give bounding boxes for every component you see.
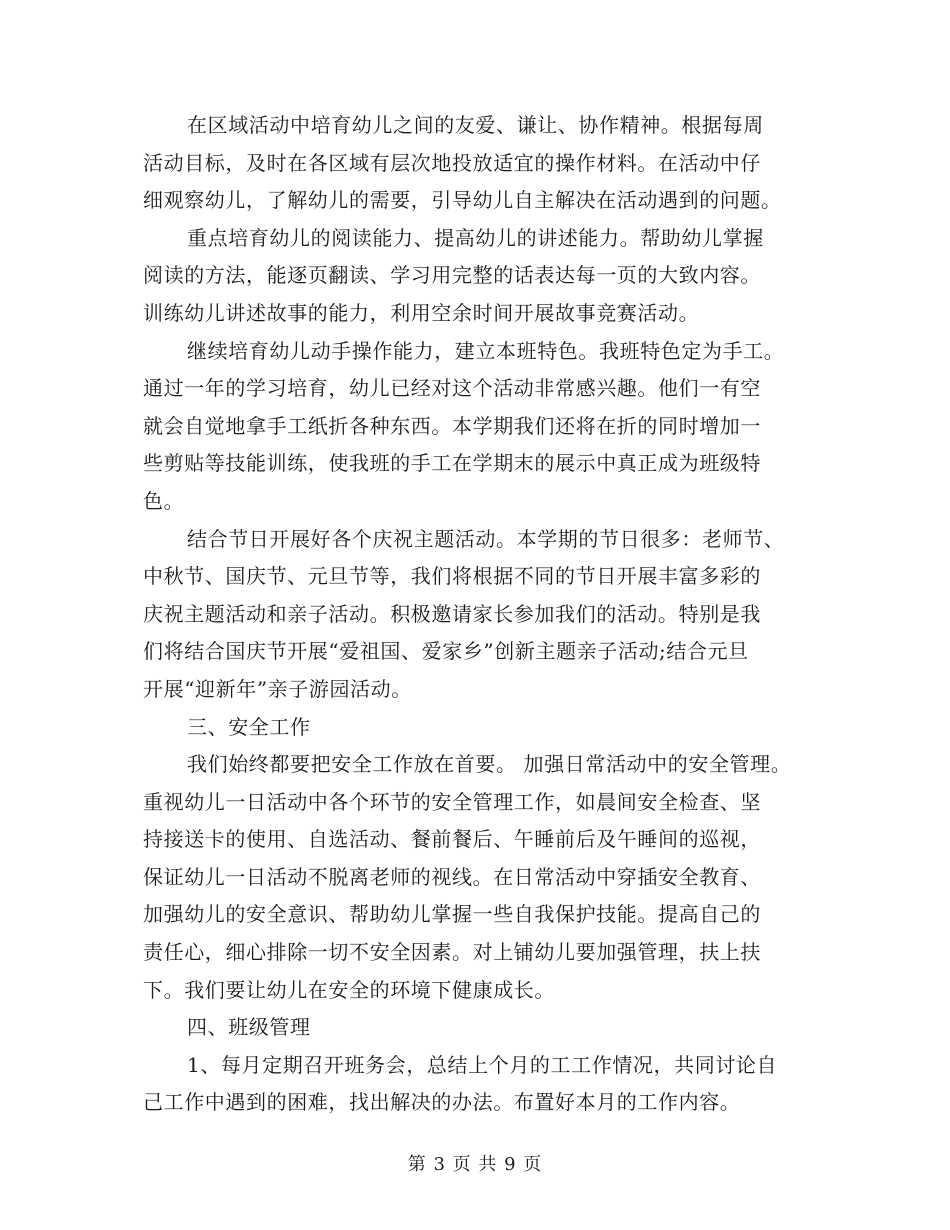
text-line: 下。我们要让幼儿在安全的环境下健康成长。	[143, 977, 555, 1002]
text-line: 持接送卡的使用、自选活动、餐前餐后、午睡前后及午睡间的巡视，	[143, 827, 761, 852]
text-line: 阅读的方法，能逐页翻读、学习用完整的话表达每一页的大致内容。	[143, 263, 761, 288]
section-heading: 三、安全工作	[187, 714, 311, 739]
text-line: 就会自觉地拿手工纸折各种东西。本学期我们还将在折的同时增加一	[143, 413, 761, 438]
text-line: 中秋节、国庆节、元旦节等，我们将根据不同的节日开展丰富多彩的	[143, 564, 761, 589]
text-line: 庆祝主题活动和亲子活动。积极邀请家长参加我们的活动。特别是我	[143, 601, 761, 626]
text-line: 保证幼儿一日活动不脱离老师的视线。在日常活动中穿插安全教育、	[143, 864, 761, 889]
text-line: 细观察幼儿，了解幼儿的需要，引导幼儿自主解决在活动遇到的问题。	[143, 188, 782, 213]
document-body	[143, 107, 823, 1122]
text-line: 我们始终都要把安全工作放在首要。 加强日常活动中的安全管理。	[187, 752, 792, 777]
text-line: 重视幼儿一日活动中各个环节的安全管理工作，如晨间安全检查、坚	[143, 789, 761, 814]
text-line: 加强幼儿的安全意识、帮助幼儿掌握一些自我保护技能。提高自己的	[143, 902, 761, 927]
text-line: 重点培育幼儿的阅读能力、提高幼儿的讲述能力。帮助幼儿掌握	[187, 225, 764, 250]
text-line: 通过一年的学习培育，幼儿已经对这个活动非常感兴趣。他们一有空	[143, 376, 761, 401]
text-line: 责任心，细心排除一切不安全因素。对上铺幼儿要加强管理，扶上扶	[143, 940, 761, 965]
text-line: 些剪贴等技能训练，使我班的手工在学期末的展示中真正成为班级特	[143, 451, 761, 476]
text-line: 继续培育幼儿动手操作能力，建立本班特色。我班特色定为手工。	[187, 338, 785, 363]
text-line: 结合节日开展好各个庆祝主题活动。本学期的节日很多：老师节、	[187, 526, 785, 551]
text-line: 训练幼儿讲述故事的能力，利用空余时间开展故事竞赛活动。	[143, 300, 700, 325]
text-line: 色。	[143, 488, 185, 513]
text-line: 在区域活动中培育幼儿之间的友爱、谦让、协作精神。根据每周	[187, 113, 764, 137]
text-line: 1、每月定期召开班务会，总结上个月的工工作情况，共同讨论自	[187, 1052, 778, 1077]
section-heading: 四、班级管理	[187, 1015, 311, 1040]
text-line: 开展“迎新年”亲子游园活动。	[143, 676, 412, 701]
text-line: 们将结合国庆节开展“爱祖国、爱家乡”创新主题亲子活动;结合元旦	[143, 639, 749, 664]
text-line: 己工作中遇到的困难，找出解决的办法。布置好本月的工作内容。	[143, 1090, 741, 1115]
page-number: 第 3 页 共 9 页	[407, 1154, 543, 1175]
text-line: 活动目标，及时在各区域有层次地投放适宜的操作材料。在活动中仔	[143, 150, 761, 175]
